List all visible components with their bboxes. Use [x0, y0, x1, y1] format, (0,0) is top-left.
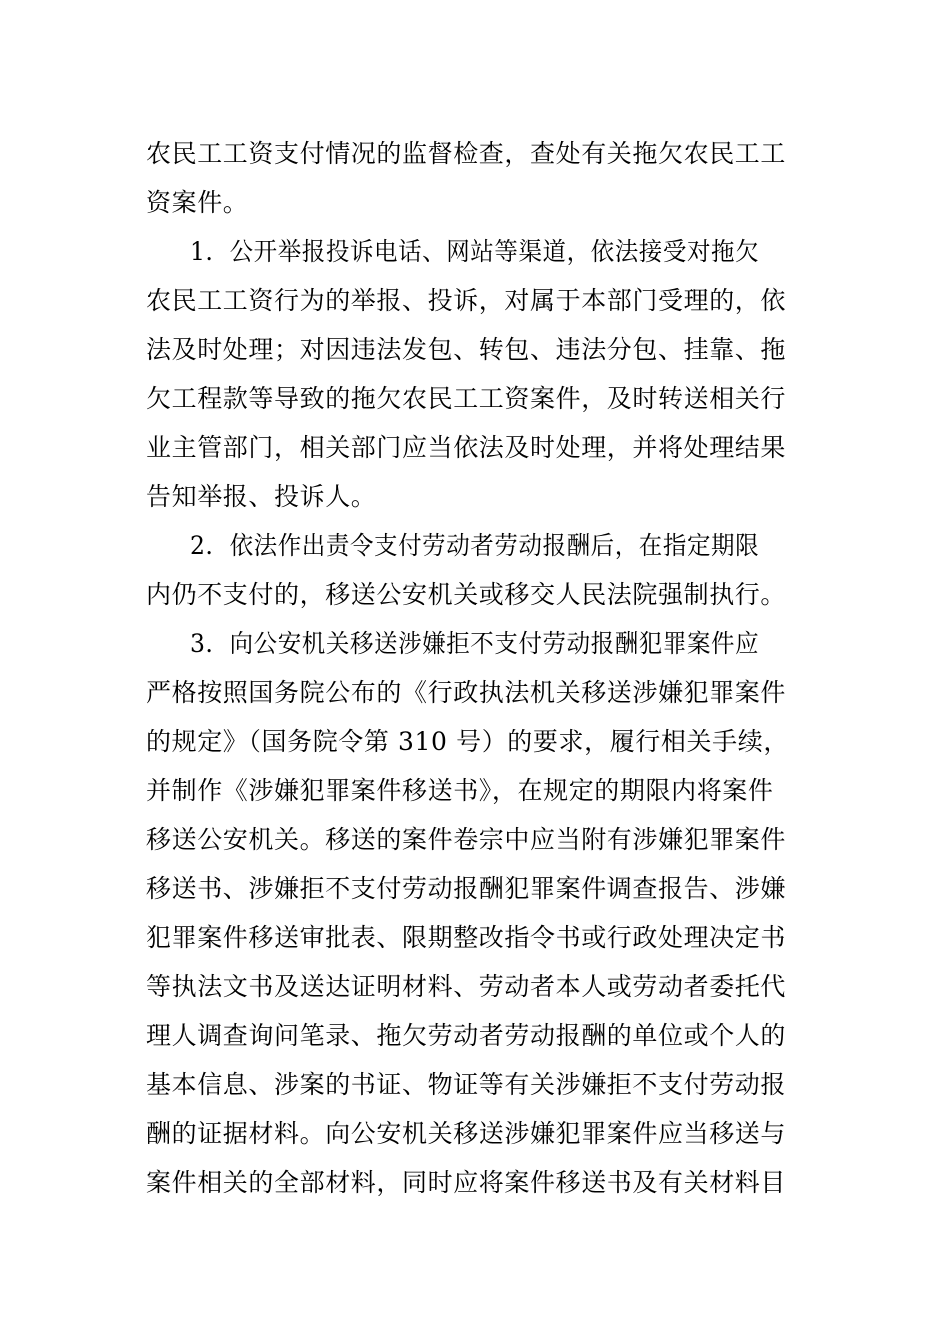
text-line: 严格按照国务院公布的《行政执法机关移送涉嫌犯罪案件	[146, 678, 787, 707]
text-line: 案件相关的全部材料，同时应将案件移送书及有关材料目	[146, 1168, 787, 1197]
text-line: 业主管部门，相关部门应当依法及时处理，并将处理结果	[146, 433, 787, 462]
text-line: 内仍不支付的，移送公安机关或移交人民法院强制执行。	[146, 580, 787, 609]
text-line: 告知举报、投诉人。	[146, 482, 377, 511]
text-line: 资案件。	[146, 188, 249, 217]
text-line: 基本信息、涉案的书证、物证等有关涉嫌拒不支付劳动报	[146, 1070, 787, 1099]
text-line: 农民工工资支付情况的监督检查，查处有关拖欠农民工工	[146, 139, 787, 168]
text-line: 酬的证据材料。向公安机关移送涉嫌犯罪案件应当移送与	[146, 1119, 787, 1148]
text-line: 等执法文书及送达证明材料、劳动者本人或劳动者委托代	[146, 972, 787, 1001]
text-line: 理人调查询问笔录、拖欠劳动者劳动报酬的单位或个人的	[146, 1021, 787, 1050]
text-line: 移送书、涉嫌拒不支付劳动报酬犯罪案件调查报告、涉嫌	[146, 874, 787, 903]
text-line: 农民工工资行为的举报、投诉，对属于本部门受理的，依	[146, 286, 787, 315]
text-line: 欠工程款等导致的拖欠农民工工资案件，及时转送相关行	[146, 384, 787, 413]
text-line: 的规定》（国务院令第 310 号）的要求，履行相关手续，	[146, 727, 789, 756]
text-line: 移送公安机关。移送的案件卷宗中应当附有涉嫌犯罪案件	[146, 825, 787, 854]
paragraph-3-start: 3．向公安机关移送涉嫌拒不支付劳动报酬犯罪案件应	[190, 629, 760, 658]
paragraph-2-start: 2．依法作出责令支付劳动者劳动报酬后，在指定期限	[190, 531, 760, 560]
paragraph-1-start: 1．公开举报投诉电话、网站等渠道，依法接受对拖欠	[190, 237, 760, 266]
text-line: 并制作《涉嫌犯罪案件移送书》，在规定的期限内将案件	[146, 776, 774, 805]
text-line: 犯罪案件移送审批表、限期整改指令书或行政处理决定书	[146, 923, 787, 952]
text-line: 法及时处理；对因违法发包、转包、违法分包、挂靠、拖	[146, 335, 787, 364]
